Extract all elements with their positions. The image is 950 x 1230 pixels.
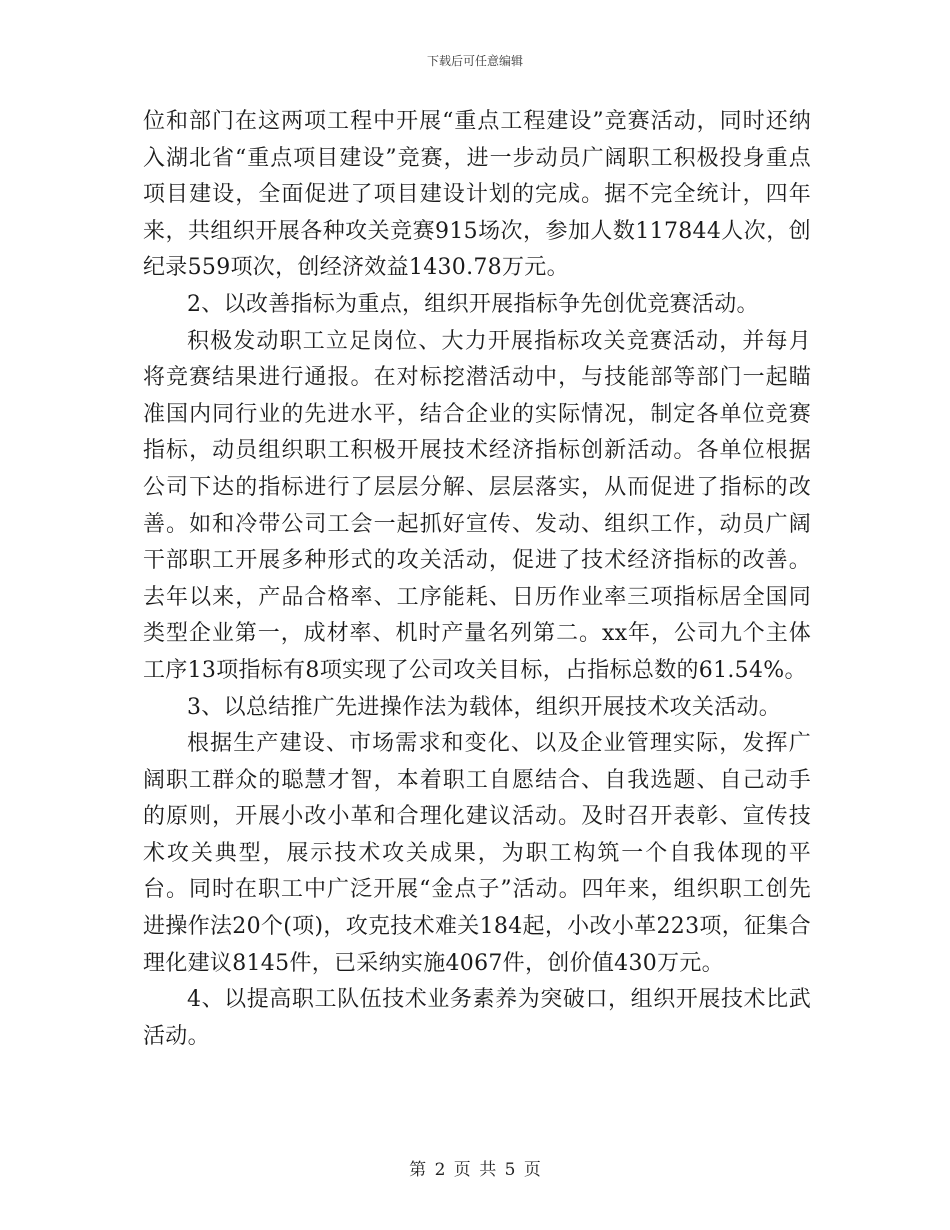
paragraph-continuation: 位和部门在这两项工程中开展“重点工程建设”竞赛活动，同时还纳入湖北省“重点项目建设”竞赛，进一步动员广阔职工积极投身重点项目建设，全面促进了项目建设计划的完成。据不完全统计，四年来，共组织开展各种攻关竞赛915场次，参加人数117844人次，创纪录559项次，创经济效益1430.78万元。 <box>143 109 811 281</box>
page-header: 下载后可任意编辑 <box>426 54 523 68</box>
paragraph-heading-3: 3、以总结推广先进操作法为载体，组织开展技术攻关活动。 <box>187 694 782 720</box>
paragraph-body: 积极发动职工立足岗位、大力开展指标攻关竞赛活动，并每月将竞赛结果进行通报。在对标挖潜活动中，与技能部等部门一起瞄准国内同行业的先进水平，结合企业的实际情况，制定各单位竞赛指标，动员组织职工积极开展技术经济指标创新活动。各单位根据公司下达的指标进行了层层分解、层层落实，从而促进了指标的改善。如和冷带公司工会一起抓好宣传、发动、组织工作，动员广阔干部职工开展多种形式的攻关活动，促进了技术经济指标的改善。去年以来，产品合格率、工序能耗、日历作业率三项指标居全国同类型企业第一，成材率、机时产量名列第二。xx年，公司九个主体工序13项指标有8项实现了公司攻关目标，占指标总数的61.54%。 <box>143 328 811 683</box>
page-number: 第 2 页 共 5 页 <box>409 1160 541 1180</box>
paragraph-body: 根据生产建设、市场需求和变化、以及企业管理实际，发挥广阔职工群众的聪慧才智，本着职工自愿结合、自我选题、自己动手的原则，开展小改小革和合理化建议活动。及时召开表彰、宣传技术攻关典型，展示技术攻关成果，为职工构筑一个自我体现的平台。同时在职工中广泛开展“金点子”活动。四年来，组织职工创先进操作法20个(项)，攻克技术难关184起，小改小革223项，征集合理化建议8145件，已采纳实施4067件，创价值430万元。 <box>143 731 811 976</box>
paragraph-heading-2: 2、以改善指标为重点，组织开展指标争先创优竞赛活动。 <box>187 291 759 317</box>
document-body <box>143 104 811 1055</box>
paragraph-heading-4: 4、以提高职工队伍技术业务素养为突破口，组织开展技术比武活动。 <box>143 987 811 1049</box>
